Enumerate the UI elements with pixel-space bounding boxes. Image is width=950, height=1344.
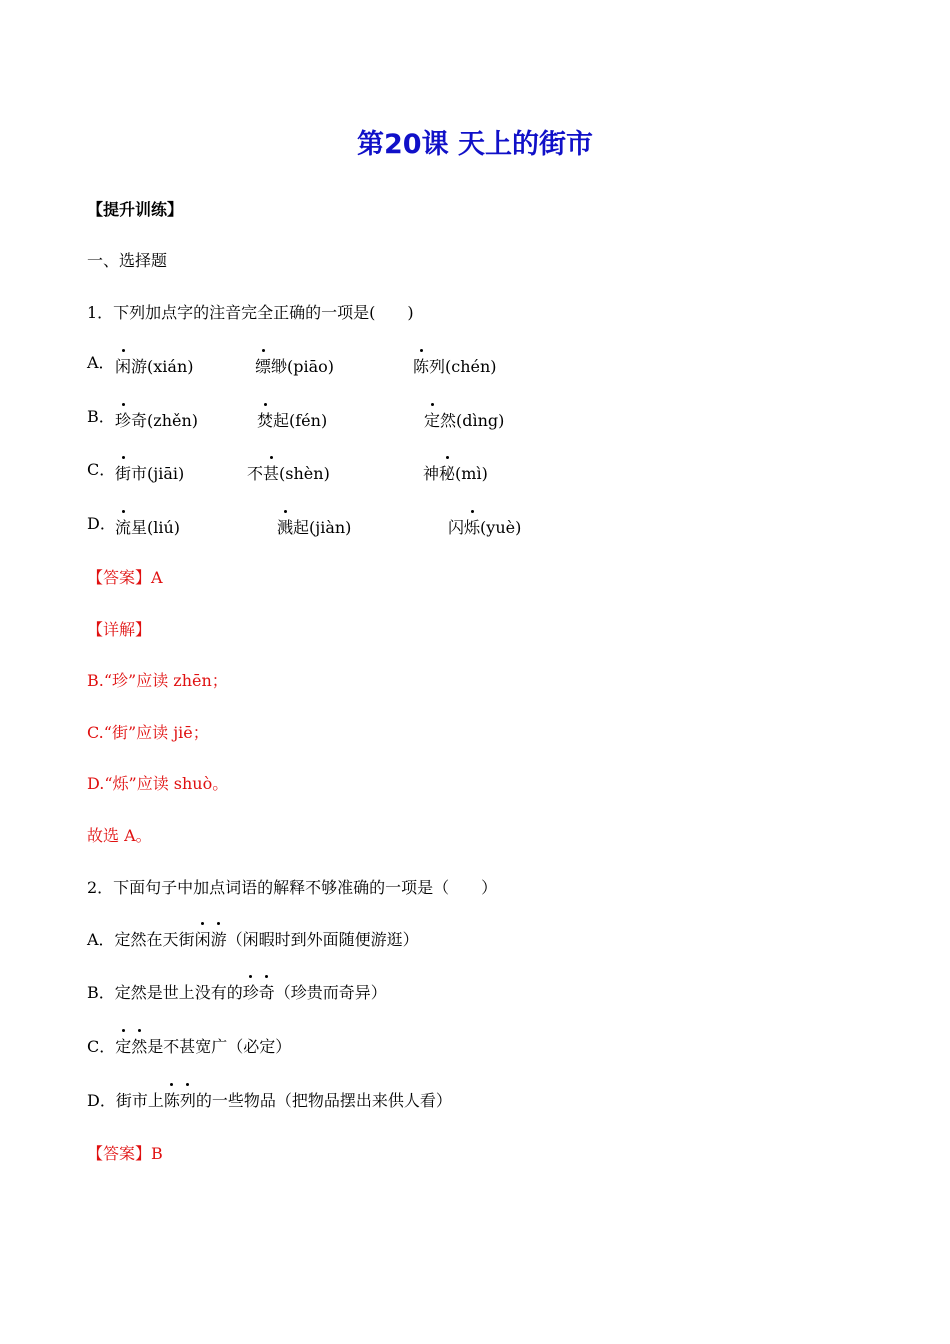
option-text: 神 — [423, 464, 440, 483]
option-text: （闲暇时到外面随便游逛） — [226, 930, 419, 949]
question-2-option — [87, 1036, 291, 1058]
dotted-character: 陈 — [413, 357, 430, 376]
dotted-character: 烁 — [464, 518, 481, 537]
dotted-character: 秘 — [439, 464, 456, 483]
dotted-character: 奇 — [258, 983, 275, 1002]
option-text: 的一些物品（把物品摆出来供人看） — [195, 1091, 452, 1110]
dotted-word — [195, 930, 227, 949]
detail-b: B.“珍”应读 zhēn； — [87, 671, 228, 690]
option-text: 列(chén) — [429, 357, 497, 376]
option-text: (mì) — [455, 464, 488, 483]
option-text: 起(jiàn) — [293, 518, 352, 537]
option-item — [115, 517, 180, 539]
detail-d: D.“烁”应读 shuò。 — [87, 774, 229, 793]
question-2-stem: 2．下面句子中加点词语的解释不够准确的一项是（ ） — [87, 878, 498, 897]
dotted-character: 闲 — [194, 930, 211, 949]
option-letter: A． — [87, 353, 115, 372]
dotted-character: 游 — [210, 930, 227, 949]
question-2-option — [87, 1090, 452, 1112]
option-text: 闪 — [448, 518, 465, 537]
dotted-character: 定 — [115, 1037, 132, 1056]
option-text: 游(xián) — [131, 357, 194, 376]
option-text: 然(dìng) — [440, 411, 505, 430]
dotted-character: 闲 — [115, 357, 132, 376]
option-text: 缈(piāo) — [271, 357, 335, 376]
dotted-character: 珍 — [115, 411, 132, 430]
dotted-word — [243, 983, 275, 1002]
option-letter: D． — [87, 514, 116, 533]
dotted-character: 列 — [179, 1091, 196, 1110]
option-text: B．定然是世上没有的 — [87, 983, 243, 1002]
option-item — [413, 356, 497, 378]
detail-c: C.“街”应读 jiē； — [87, 723, 209, 742]
dotted-word — [164, 1091, 196, 1110]
dotted-character: 焚 — [257, 411, 274, 430]
answer-1: 【答案】A — [87, 568, 163, 587]
answer-2: 【答案】B — [87, 1144, 163, 1163]
option-text: 起(fén) — [273, 411, 328, 430]
option-letter: C． — [87, 460, 116, 479]
dotted-character: 然 — [131, 1037, 148, 1056]
question-2-option — [87, 929, 419, 951]
dotted-character: 甚 — [263, 464, 280, 483]
option-item — [115, 356, 194, 378]
option-item — [115, 463, 184, 485]
option-text: C． — [87, 1037, 116, 1056]
dotted-character: 珍 — [242, 983, 259, 1002]
option-item — [424, 410, 504, 432]
dotted-character: 溅 — [277, 518, 294, 537]
dotted-character: 定 — [424, 411, 441, 430]
option-text: D．街市上 — [87, 1091, 164, 1110]
option-item — [247, 463, 330, 485]
option-item — [257, 410, 327, 432]
option-item — [115, 410, 198, 432]
question-1-stem: 1．下列加点字的注音完全正确的一项是( ) — [87, 303, 414, 322]
option-text: 不 — [247, 464, 264, 483]
option-text: A．定然在天街 — [87, 930, 195, 949]
question-2-option — [87, 982, 387, 1004]
option-letter: B． — [87, 407, 115, 426]
dotted-character: 流 — [115, 518, 132, 537]
option-item — [277, 517, 351, 539]
option-item — [423, 463, 488, 485]
dotted-character: 街 — [115, 464, 132, 483]
option-text: (shèn) — [279, 464, 330, 483]
option-text: 市(jiāi) — [131, 464, 185, 483]
section-heading: 一、选择题 — [87, 251, 168, 270]
detail-label: 【详解】 — [87, 620, 152, 639]
dotted-character: 缥 — [255, 357, 272, 376]
dotted-character: 陈 — [163, 1091, 180, 1110]
dotted-word — [115, 1037, 147, 1056]
option-text: 是不甚宽广（必定） — [147, 1037, 292, 1056]
option-text: 星(liú) — [131, 518, 181, 537]
conclusion: 故选 A。 — [87, 826, 152, 845]
option-text: （珍贵而奇异） — [274, 983, 387, 1002]
section-label: 【提升训练】 — [87, 200, 184, 219]
option-item — [448, 517, 521, 539]
page-title: 第20课 天上的街市 — [357, 129, 593, 160]
option-item — [255, 356, 334, 378]
option-text: (yuè) — [480, 518, 522, 537]
option-text: 奇(zhěn) — [131, 411, 199, 430]
